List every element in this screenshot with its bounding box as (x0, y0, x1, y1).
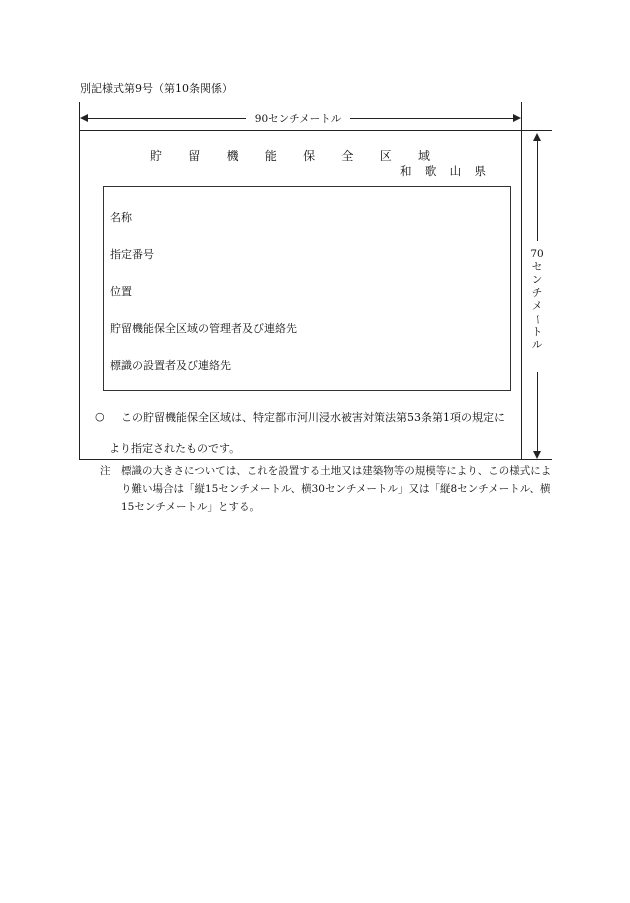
footnote-body: 標識の大きさについては、これを設置する土地又は建築物等の規模等により、この様式により難い場合は「縦15センチメートル、横30センチメートル」又は「縦8センチメートル、横15センチメートル」とする。 (121, 465, 552, 513)
width-arrow-right-icon (513, 114, 521, 122)
footnote-head: 注 (100, 465, 111, 477)
sign-top-border (79, 130, 522, 131)
sign-title-char: 保 (303, 149, 316, 163)
sign-prefecture-char: 歌 (424, 164, 437, 178)
height-arrow-down-icon (533, 451, 541, 459)
height-label-char: ン (531, 274, 543, 286)
sign-title-char: 区 (379, 149, 392, 163)
width-arrow-left-icon (80, 114, 88, 122)
sign-title-char: 能 (264, 149, 277, 163)
height-label-char: セ (531, 261, 543, 273)
height-dimension-bottom-tick (522, 459, 552, 460)
sign-bottom-border (79, 459, 522, 460)
sign-title-char: 全 (341, 149, 354, 163)
field-name: 名称 (110, 211, 132, 224)
field-manager-contact: 貯留機能保全区域の管理者及び連絡先 (110, 322, 297, 335)
field-designation-number: 指定番号 (110, 248, 154, 261)
sign-prefecture-char: 山 (449, 164, 462, 178)
width-dimension-right-tick (521, 102, 522, 130)
sign-title-char: 域 (417, 149, 430, 163)
sign-right-border (521, 130, 522, 459)
height-dimension-line-lower (537, 372, 538, 452)
form-label: 別記様式第9号（第10条関係） (80, 82, 233, 95)
height-label-char: ー (531, 314, 544, 325)
sign-title-char: 機 (226, 149, 239, 163)
height-label-char: メ (531, 300, 543, 312)
height-label-char: ト (531, 326, 543, 338)
sign-title (150, 147, 430, 164)
footnote (100, 462, 560, 516)
sign-prefecture (400, 163, 486, 179)
field-installer-contact: 標識の設置者及び連絡先 (110, 359, 231, 372)
height-arrow-up-icon (533, 133, 541, 141)
sign-left-border (79, 130, 80, 459)
field-location: 位置 (110, 285, 132, 298)
height-label-char: チ (531, 287, 543, 299)
width-dimension-label: 90センチメートル (246, 111, 350, 126)
height-dimension-label (527, 248, 547, 352)
height-dimension-top-tick (522, 130, 552, 131)
sign-title-char: 貯 (150, 149, 163, 163)
sign-prefecture-char: 和 (400, 164, 412, 178)
height-dimension-line-upper (537, 141, 538, 241)
sign-prefecture-char: 県 (474, 164, 486, 178)
height-label-char: 70 (530, 248, 544, 260)
notice-line-1: この貯留機能保全区域は、特定都市河川浸水被害対策法第53条第1項の規定に (121, 411, 505, 424)
height-label-char: ル (531, 339, 543, 351)
notice-line-2: より指定されたものです。 (109, 442, 241, 455)
notice-circle-mark: ○ (95, 410, 105, 423)
sign-title-char: 留 (188, 149, 201, 163)
